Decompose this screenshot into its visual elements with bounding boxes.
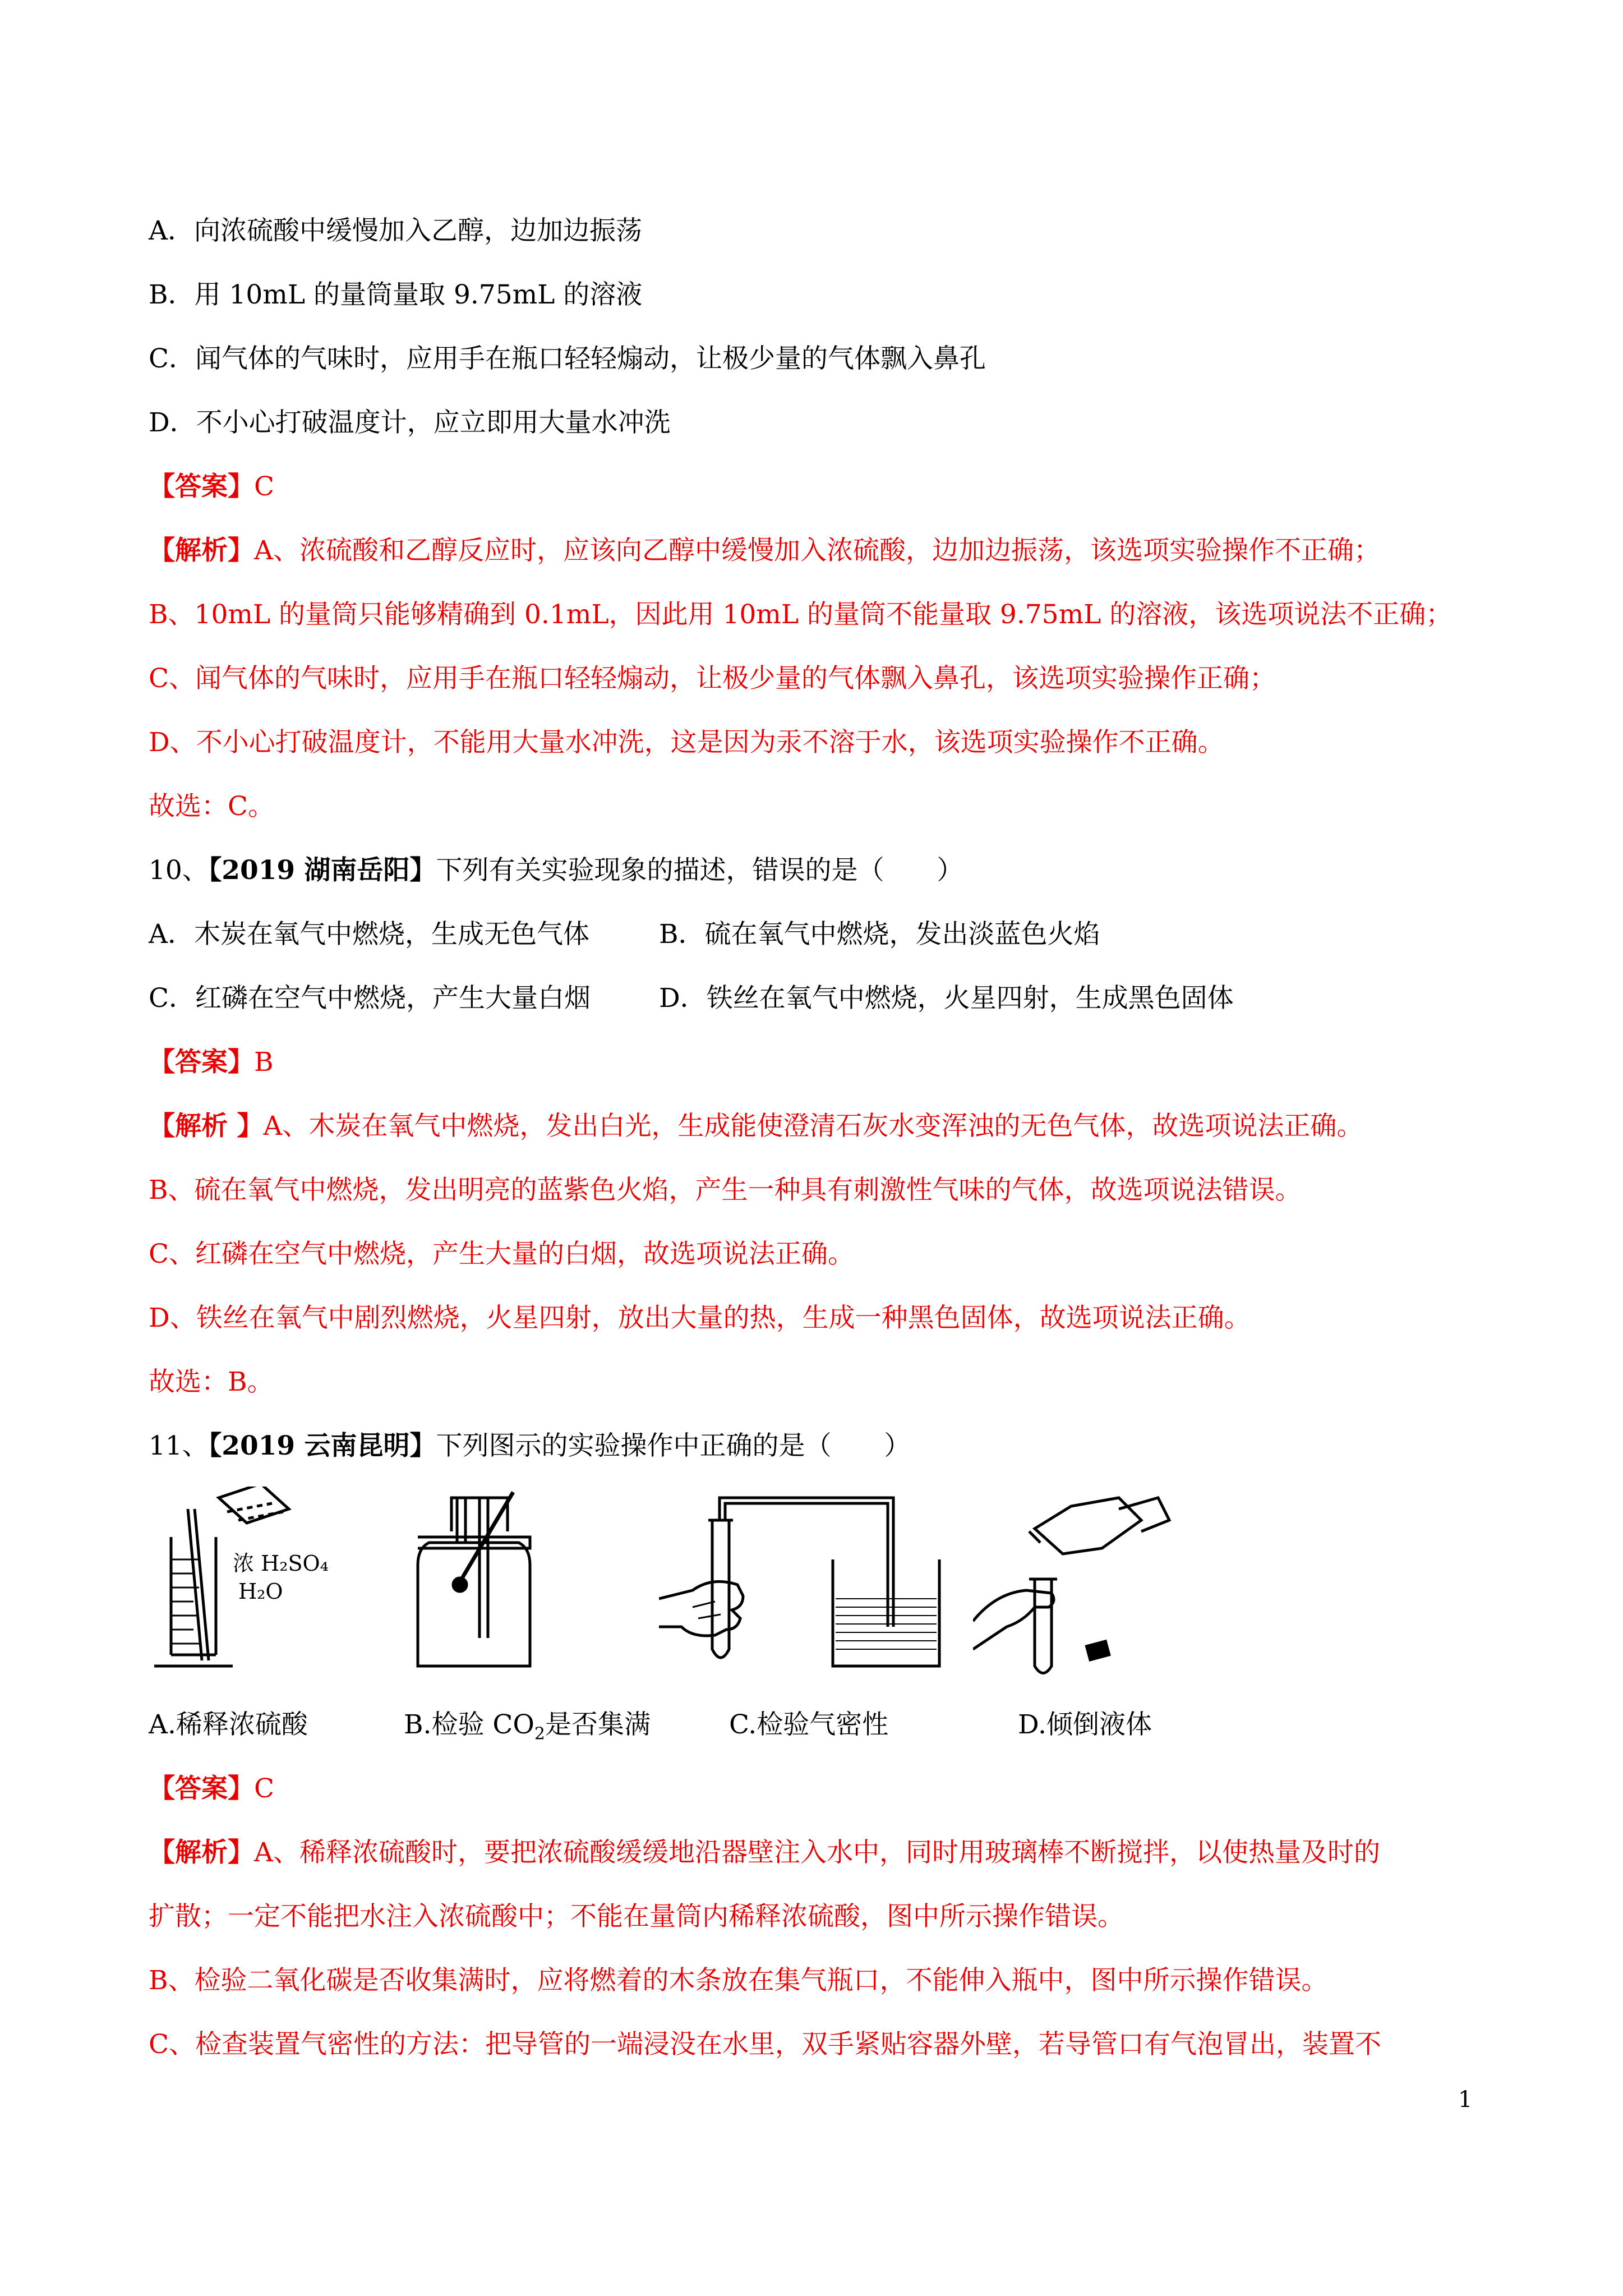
caption-c: C.检验气密性 bbox=[729, 1709, 889, 1740]
q10-option-b: B．硫在氧气中燃烧，发出淡蓝色火焰 bbox=[659, 919, 1100, 950]
q10-answer bbox=[149, 1046, 274, 1079]
analysis-text: A、浓硫酸和乙醇反应时，应该向乙醇中缓慢加入浓硫酸，边加边振荡，该选项实验操作不正确； bbox=[254, 535, 1380, 566]
caption-b-subscript: 2 bbox=[534, 1724, 546, 1744]
q9-answer bbox=[149, 470, 274, 504]
q10-option-a: A．木炭在氧气中燃烧，生成无色气体 bbox=[149, 919, 589, 950]
question-stem: 下列图示的实验操作中正确的是（ ） bbox=[436, 1430, 911, 1461]
analysis-tag: 【解析】 bbox=[149, 1837, 254, 1868]
figure-dilute-acid bbox=[149, 1487, 373, 1677]
q9-analysis-line: C、闻气体的气味时，应用手在瓶口轻轻煽动，让极少量的气体飘入鼻孔，该选项实验操作正确； bbox=[149, 663, 1276, 694]
acid-label: 浓 H₂SO₄ bbox=[233, 1551, 329, 1576]
q11-stem bbox=[149, 1429, 911, 1463]
q10-option-d: D．铁丝在氧气中燃烧，火星四射，生成黑色固体 bbox=[659, 983, 1234, 1014]
analysis-tag: 【解析】 bbox=[149, 535, 254, 566]
q11-figures bbox=[149, 1487, 1495, 1688]
answer-value: B bbox=[254, 1047, 274, 1078]
figure-gas-bottle bbox=[395, 1487, 564, 1677]
q11-analysis-line: 扩散；一定不能把水注入浓硫酸中；不能在量筒内稀释浓硫酸，图中所示操作错误。 bbox=[149, 1901, 1124, 1932]
caption-d: D.倾倒液体 bbox=[1018, 1709, 1152, 1740]
q10-analysis-line: C、红磷在空气中燃烧，产生大量的白烟，故选项说法正确。 bbox=[149, 1239, 854, 1269]
question-number: 11、 bbox=[149, 1430, 209, 1461]
answer-tag: 【答案】 bbox=[149, 1047, 254, 1078]
q10-options-row-1 bbox=[149, 918, 1495, 951]
water-label: H₂O bbox=[238, 1579, 283, 1604]
caption-b bbox=[404, 1708, 651, 1751]
q11-analysis-line: B、检验二氧化碳是否收集满时，应将燃着的木条放在集气瓶口，不能伸入瓶中，图中所示操作错误。 bbox=[149, 1965, 1328, 1996]
q9-analysis-line: D、不小心打破温度计，不能用大量水冲洗，这是因为汞不溶于水，该选项实验操作不正确。 bbox=[149, 727, 1224, 758]
q9-option-d: D．不小心打破温度计，应立即用大量水冲洗 bbox=[149, 407, 671, 438]
analysis-text: A、木炭在氧气中燃烧，发出白光，生成能使澄清石灰水变浑浊的无色气体，故选项说法正确。 bbox=[263, 1111, 1363, 1142]
q9-option-c: C．闻气体的气味时，应用手在瓶口轻轻煽动，让极少量的气体飘入鼻孔 bbox=[149, 343, 986, 374]
q9-analysis-line bbox=[149, 534, 1380, 568]
answer-tag: 【答案】 bbox=[149, 1773, 254, 1804]
q10-options-row-2 bbox=[149, 982, 1495, 1015]
page-number: 1 bbox=[1458, 2087, 1473, 2113]
analysis-tag: 【解析 】 bbox=[149, 1111, 264, 1142]
question-number: 10、 bbox=[149, 855, 209, 886]
analysis-text: A、稀释浓硫酸时，要把浓硫酸缓缓地沿器壁注入水中，同时用玻璃棒不断搅拌，以使热量及时的 bbox=[254, 1837, 1380, 1868]
q10-analysis-line: B、硫在氧气中燃烧，发出明亮的蓝紫色火焰，产生一种具有刺激性气味的气体，故选项说法错误。 bbox=[149, 1175, 1302, 1205]
q10-analysis-line: D、铁丝在氧气中剧烈燃烧，火星四射，放出大量的热，生成一种黑色固体，故选项说法正确。 bbox=[149, 1303, 1251, 1333]
answer-value: C bbox=[254, 471, 274, 502]
q9-conclusion: 故选：C。 bbox=[149, 791, 274, 822]
caption-b-text: B.检验 CO bbox=[404, 1709, 534, 1740]
q10-analysis-line bbox=[149, 1110, 1363, 1143]
q9-analysis-line: B、10mL 的量筒只能够精确到 0.1mL，因此用 10mL 的量筒不能量取 9.75mL 的溶液，该选项说法不正确； bbox=[149, 599, 1453, 630]
question-stem: 下列有关实验现象的描述，错误的是（ ） bbox=[436, 855, 963, 886]
answer-tag: 【答案】 bbox=[149, 471, 254, 502]
question-source: 【2019 湖南岳阳】 bbox=[208, 855, 436, 886]
q9-option-a: A．向浓硫酸中缓慢加入乙醇，边加边振荡 bbox=[149, 215, 642, 246]
q10-conclusion: 故选：B。 bbox=[149, 1366, 274, 1397]
q9-option-b: B．用 10mL 的量筒量取 9.75mL 的溶液 bbox=[149, 279, 643, 310]
q11-answer bbox=[149, 1772, 274, 1806]
q11-analysis-line: C、检查装置气密性的方法：把导管的一端浸没在水里，双手紧贴容器外壁，若导管口有气泡冒出，装置不 bbox=[149, 2029, 1381, 2060]
answer-value: C bbox=[254, 1773, 274, 1804]
q10-stem bbox=[149, 854, 963, 887]
question-source: 【2019 云南昆明】 bbox=[208, 1430, 436, 1461]
figure-air-tightness bbox=[659, 1487, 951, 1677]
caption-a: A.稀释浓硫酸 bbox=[149, 1709, 308, 1740]
caption-b-text-post: 是否集满 bbox=[545, 1709, 651, 1740]
q10-option-c: C．红磷在空气中燃烧，产生大量白烟 bbox=[149, 983, 591, 1014]
figure-pour-liquid bbox=[973, 1487, 1186, 1677]
q11-analysis-line bbox=[149, 1836, 1380, 1870]
